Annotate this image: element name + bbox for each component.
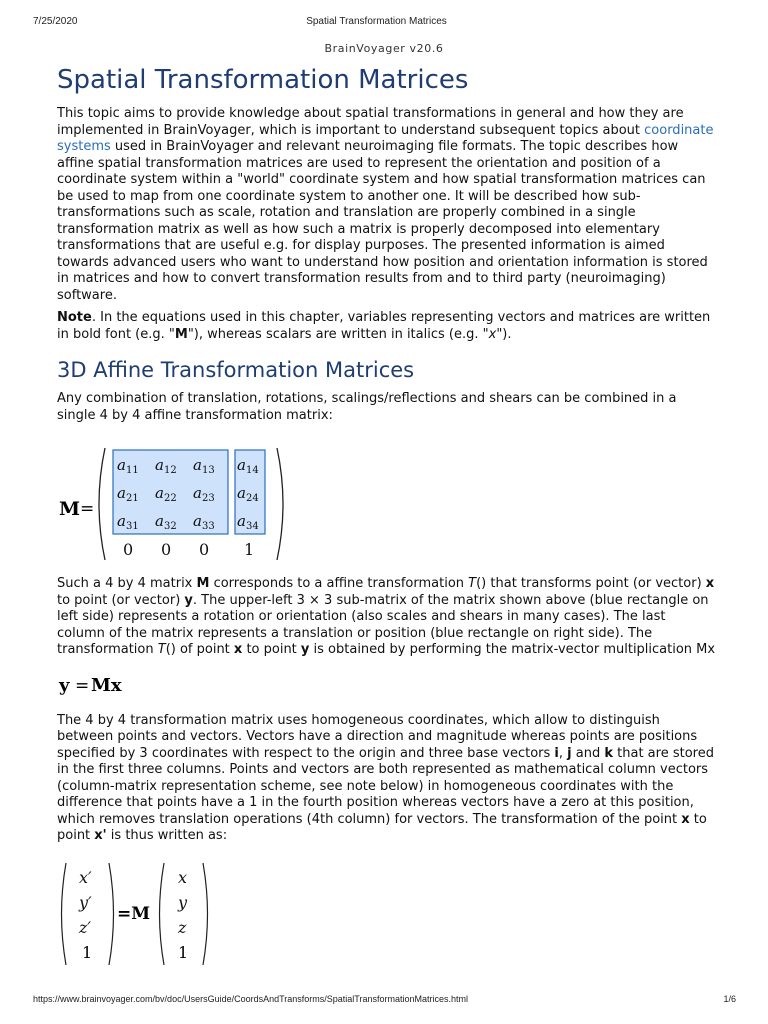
left-vector-x-prime: x′ [79,867,92,887]
point-transform-equation [57,859,717,969]
right-vector-left-paren [160,863,165,965]
matrix-entry-a13: $a_{13}$ [193,456,215,476]
eq-equals: = [75,675,90,696]
intro-text-2: used in BrainVoyager and relevant neuroimaging file formats. The topic describes how affine spatial transformation matrices are used to represent the orientation and position of a coordinate system within a "world" coordinate system and how spatial transformation matrices can be used to map from one coordinate system to another one. It will be described how sub-transformations such as scale, rotation and translation are properly combined in a single transformation matrix as well as how such a matrix is properly decomposed into elementary transformations that are useful e.g. for display purposes. The presented information is aimed towards advanced users who want to understand how position and orientation information is stored in matrices and how to convert transformation results from and to third party (neuroimaging) software. [57,139,708,303]
print-date: 7/25/2020 [33,16,78,27]
intro-paragraph [57,106,717,304]
left-vector-right-paren [109,863,114,965]
matrix-explanation-paragraph: Such a 4 by 4 matrix M corresponds to a affine transformation T() that transforms point (or vector) x to point (or vector) y. The upper-left 3 × 3 sub-matrix of the matrix shown above (blue rectangle on left side) represents a rotation or orientation (also scales and shears in many cases). The last column of the matrix represents a translation or position (blue rectangle on right side). The transformation T() of point x to point y is obtained by performing the matrix-vector multiplication Mx [57,576,716,657]
print-url: https://www.brainvoyager.com/bv/doc/UsersGuide/CoordsAndTransforms/SpatialTransformationMatrices.html [33,994,469,1004]
matrix-entry-0-c: 0 [199,540,210,559]
matrix-entry-0-a: 0 [123,540,134,559]
left-vector-z-prime: z′ [79,917,92,937]
note-bold-example: M [174,326,188,342]
note-italic-example: x [488,326,497,342]
note-text-2: "), whereas scalars are written in italics (e.g. " [187,326,489,342]
eq-y: y [59,674,70,696]
print-page-title: Spatial Transformation Matrices [306,16,447,27]
equals-m: =M [117,903,151,924]
matrix-entry-a33: $a_{33}$ [193,512,215,532]
left-vector-one: 1 [82,942,93,962]
right-vector-y: y [178,892,188,912]
note-text-3: "). [496,326,512,342]
matrix-equals: = [80,499,95,519]
right-vector-x: x [178,867,188,887]
affine-matrix-figure [57,442,297,566]
note-text-1: . In the equations used in this chapter, variables representing vectors and matrices are written in bold font (e.g. " [57,310,711,342]
matrix-left-paren [99,448,105,560]
eq-mx: Mx [91,674,122,696]
note-paragraph [57,310,717,343]
matrix-entry-a14: $a_{14}$ [237,456,259,476]
page-title: Spatial Transformation Matrices [57,65,469,95]
left-vector-left-paren [62,863,67,965]
section-heading: 3D Affine Transformation Matrices [57,358,415,382]
matrix-entry-a21: $a_{21}$ [117,484,139,504]
matrix-entry-a23: $a_{23}$ [193,484,215,504]
matrix-right-paren [277,448,283,560]
right-vector-right-paren [203,863,208,965]
article [57,64,717,969]
matrix-entry-a24: $a_{24}$ [237,484,259,504]
site-name: BrainVoyager v20.6 [324,42,444,55]
matrix-entry-a22: $a_{22}$ [155,484,177,504]
matrix-entry-a32: $a_{32}$ [155,512,177,532]
matrix-entry-a11: $a_{11}$ [117,456,139,476]
matrix-entry-a12: $a_{12}$ [155,456,177,476]
coordinate-systems-link[interactable]: coordinate systems [57,122,714,154]
matrix-entry-1: 1 [244,540,255,559]
section-intro: Any combination of translation, rotations, scalings/reflections and shears can be combined in a single 4 by 4 affine transformation matrix: [57,391,677,423]
matrix-entry-a34: $a_{34}$ [237,512,259,532]
y-equals-mx-figure [57,669,177,699]
affine-matrix-equation [57,442,717,566]
left-vector-y-prime: y′ [79,892,92,912]
homogeneous-coordinates-paragraph: The 4 by 4 transformation matrix uses homogeneous coordinates, which allow to distinguish between points and vectors. Vectors have a direction and magnitude whereas points are positions specified by 3 coordinates with respect to the origin and three base vectors i, j and k that are stored in the first three columns. Points and vectors are both represented as mathematical column vectors (column-matrix representation scheme, see note below) in homogeneous coordinates with the difference that points have a 1 in the fourth position whereas vectors have a zero at this position, which removes translation operations (4th column) for vectors. The transformation of the point x to point x' is thus written as: [57,712,714,843]
right-vector-one: 1 [178,942,189,962]
point-transform-figure [57,859,227,969]
y-equals-mx-equation [57,669,717,699]
page-number: 1/6 [723,994,736,1004]
matrix-lhs: M [59,498,81,520]
matrix-entry-0-b: 0 [161,540,172,559]
right-vector-z: z [178,917,187,937]
matrix-entry-a31: $a_{31}$ [117,512,139,532]
intro-text-1: This topic aims to provide knowledge about spatial transformations in general and how they are implemented in BrainVoyager, which is important to understand subsequent topics about [57,106,684,138]
note-label: Note [57,310,92,325]
